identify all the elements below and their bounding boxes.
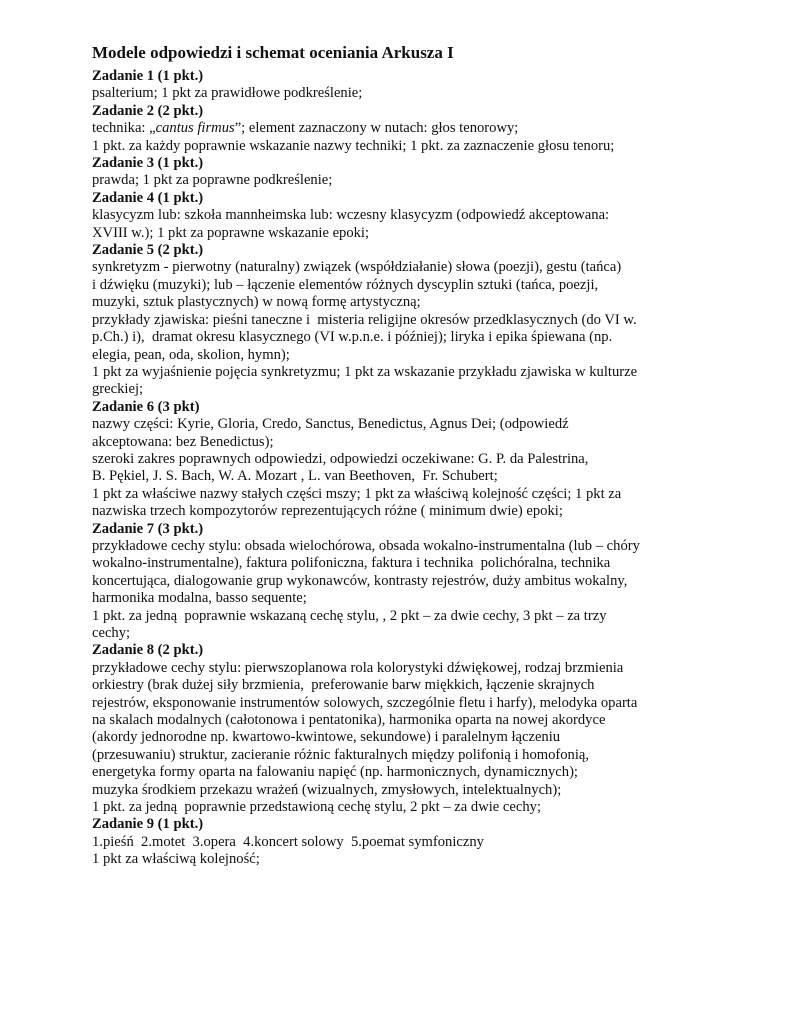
- scoring-line: 1 pkt. za jedną poprawnie wskazaną cechę stylu, , 2 pkt – za dwie cechy, 3 pkt – za trzy: [92, 607, 607, 624]
- task-heading: Zadanie 3 (1 pkt.): [92, 155, 204, 172]
- answer-line: (przesuwaniu) struktur, zacieranie różnic fakturalnych między polifonią i homofonią,: [92, 746, 590, 763]
- task-3: [92, 155, 682, 190]
- scoring-line: cechy;: [92, 625, 131, 641]
- task-heading: Zadanie 1 (1 pkt.): [92, 68, 204, 84]
- document-page: [92, 42, 682, 869]
- scoring-line: greckiej;: [92, 381, 144, 398]
- task-8: [92, 642, 682, 816]
- scoring-line: 1 pkt. za każdy poprawnie wskazanie nazwy techniki; 1 pkt. za zaznaczenie głosu tenoru;: [92, 137, 615, 154]
- answer-line: muzyka środkiem przekazu wrażeń (wizualnych, zmysłowych, intelektualnych);: [92, 781, 562, 798]
- answer-line: orkiestry (brak dużej siły brzmienia, preferowanie barw miękkich, łączenie skrajnych: [92, 677, 595, 694]
- technique-name: cantus firmus: [155, 120, 235, 137]
- answer-line: i dźwięku (muzyki); lub – łączenie elementów różnych dyscyplin sztuki (tańca, poezji,: [92, 276, 599, 293]
- task-4: [92, 190, 682, 242]
- scoring-line: 1 pkt. za jedną poprawnie przedstawioną cechę stylu, 2 pkt – za dwie cechy;: [92, 799, 541, 816]
- task-9: [92, 816, 682, 868]
- answer-text: ”; element zaznaczony w nutach: głos tenorowy;: [234, 120, 519, 137]
- answer-line: klasycyzm lub: szkoła mannheimska lub: wczesny klasycyzm (odpowiedź akceptowana:: [92, 207, 610, 224]
- scoring-line: 1 pkt za właściwą kolejność;: [92, 851, 260, 868]
- answer-line: wokalno-instrumentalne), faktura polifoniczna, faktura i technika polichóralna, technika: [92, 555, 611, 572]
- answer-line: prawda; 1 pkt za poprawne podkreślenie;: [92, 172, 333, 189]
- answer-line: [92, 120, 682, 137]
- answer-text: technika: „: [92, 120, 156, 137]
- task-heading: Zadanie 2 (2 pkt.): [92, 102, 204, 119]
- answer-line: nazwy części: Kyrie, Gloria, Credo, Sanctus, Benedictus, Agnus Dei; (odpowiedź: [92, 416, 569, 433]
- answer-line: koncertująca, dialogowanie grup wykonawców, kontrasty rejestrów, duży ambitus wokalny,: [92, 572, 628, 589]
- document-title: Modele odpowiedzi i schemat oceniania Arkusza I: [92, 43, 454, 62]
- answer-line: elegia, pean, oda, skolion, hymn);: [92, 346, 290, 363]
- answer-line: psalterium; 1 pkt za prawidłowe podkreślenie;: [92, 85, 363, 102]
- task-2: [92, 103, 682, 155]
- task-1: [92, 68, 682, 103]
- answer-line: (akordy jednorodne np. kwartowo-kwintowe, sekundowe) i paralelnym łączeniu: [92, 729, 561, 746]
- task-heading: Zadanie 9 (1 pkt.): [92, 816, 204, 833]
- answer-line: szeroki zakres poprawnych odpowiedzi, odpowiedzi oczekiwane: G. P. da Palestrina,: [92, 450, 589, 467]
- scoring-line: 1 pkt za właściwe nazwy stałych części mszy; 1 pkt za właściwą kolejność części; 1 pkt za: [92, 485, 622, 502]
- task-heading: Zadanie 6 (3 pkt): [92, 398, 200, 415]
- answer-line: harmonika modalna, basso sequente;: [92, 590, 307, 607]
- answer-line: muzyki, sztuk plastycznych) w nową formę artystyczną;: [92, 294, 421, 311]
- answer-line: przykładowe cechy stylu: pierwszoplanowa rola kolorystyki dźwiękowej, rodzaj brzmienia: [92, 659, 624, 676]
- answer-line: na skalach modalnych (całotonowa i pentatonika), harmonika oparta na nowej akordyce: [92, 712, 606, 729]
- task-heading: Zadanie 7 (3 pkt.): [92, 520, 204, 537]
- answer-line: przykładowe cechy stylu: obsada wielochórowa, obsada wokalno-instrumentalna (lub – chóry: [92, 537, 640, 554]
- scoring-line: 1 pkt za wyjaśnienie pojęcia synkretyzmu; 1 pkt za wskazanie przykładu zjawiska w kulturze: [92, 363, 638, 380]
- answer-line: akceptowana: bez Benedictus);: [92, 433, 274, 450]
- answer-line: rejestrów, eksponowanie instrumentów solowych, szczególnie fletu i harfy), melodyka oparta: [92, 694, 638, 711]
- task-heading: Zadanie 5 (2 pkt.): [92, 242, 204, 259]
- answer-line: energetyka formy oparta na falowaniu napięć (np. harmonicznych, dynamicznych);: [92, 764, 578, 781]
- task-6: [92, 399, 682, 521]
- answer-line: 1.pieśń 2.motet 3.opera 4.koncert solowy 5.poemat symfoniczny: [92, 833, 484, 850]
- scoring-line: nazwiska trzech kompozytorów reprezentujących różne ( minimum dwie) epoki;: [92, 503, 563, 520]
- answer-line: przykłady zjawiska: pieśni taneczne i misteria religijne okresów przedklasycznych (do VI w.: [92, 311, 637, 328]
- answer-line: synkretyzm - pierwotny (naturalny) związek (współdziałanie) słowa (poezji), gestu (tańca): [92, 259, 622, 276]
- task-heading: Zadanie 8 (2 pkt.): [92, 642, 204, 659]
- task-heading: Zadanie 4 (1 pkt.): [92, 189, 204, 206]
- task-7: [92, 521, 682, 643]
- answer-line: B. Pękiel, J. S. Bach, W. A. Mozart , L. van Beethoven, Fr. Schubert;: [92, 468, 498, 485]
- answer-line: p.Ch.) i), dramat okresu klasycznego (VI w.p.n.e. i później); liryka i epika śpiewana (np.: [92, 329, 613, 346]
- answer-line: XVIII w.); 1 pkt za poprawne wskazanie epoki;: [92, 224, 370, 241]
- task-5: [92, 242, 682, 399]
